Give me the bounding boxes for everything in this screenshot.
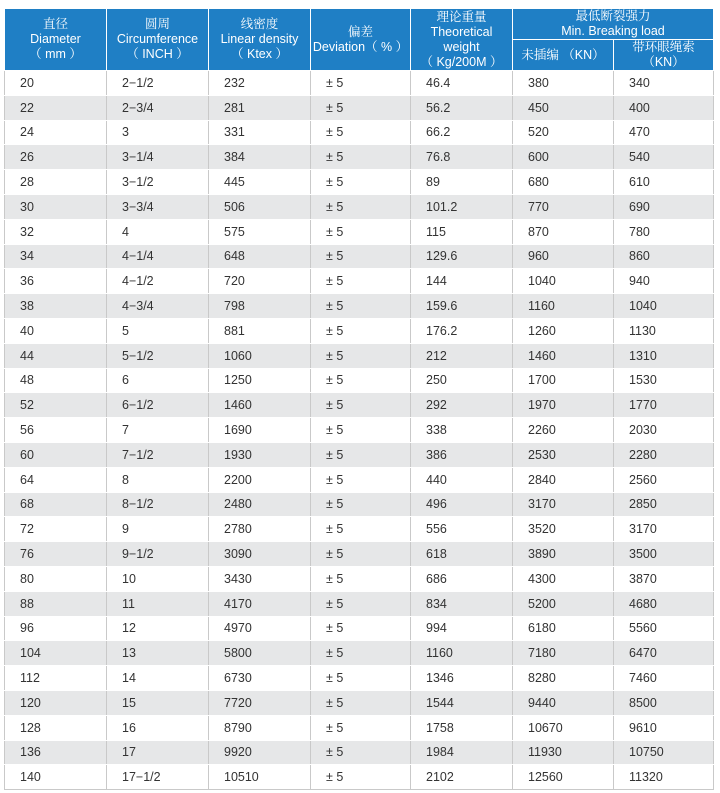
cell-theoretical-weight: 89 xyxy=(411,170,513,195)
cell-diameter: 36 xyxy=(5,269,107,294)
table-row xyxy=(5,269,714,294)
cell-unspliced-load: 770 xyxy=(513,194,614,219)
cell-circumference: 2−1/2 xyxy=(107,71,209,96)
cell-circumference: 7−1/2 xyxy=(107,442,209,467)
cell-circumference: 4 xyxy=(107,219,209,244)
cell-theoretical-weight: 1346 xyxy=(411,666,513,691)
cell-diameter: 22 xyxy=(5,95,107,120)
cell-circumference: 7 xyxy=(107,418,209,443)
cell-unspliced-load: 3520 xyxy=(513,517,614,542)
table-row xyxy=(5,95,714,120)
cell-linear-density: 1060 xyxy=(209,343,311,368)
cell-theoretical-weight: 556 xyxy=(411,517,513,542)
cell-eye-spliced-load: 2280 xyxy=(614,442,714,467)
cell-unspliced-load: 1260 xyxy=(513,318,614,343)
header-min-breaking-load: 最低断裂强力 Min. Breaking load xyxy=(513,9,714,40)
cell-linear-density: 1690 xyxy=(209,418,311,443)
cell-diameter: 64 xyxy=(5,467,107,492)
cell-deviation: ± 5 xyxy=(311,120,411,145)
cell-diameter: 28 xyxy=(5,170,107,195)
table-row xyxy=(5,616,714,641)
cell-linear-density: 575 xyxy=(209,219,311,244)
cell-eye-spliced-load: 2560 xyxy=(614,467,714,492)
table-header xyxy=(5,9,714,71)
cell-diameter: 44 xyxy=(5,343,107,368)
cell-diameter: 128 xyxy=(5,715,107,740)
cell-theoretical-weight: 834 xyxy=(411,591,513,616)
cell-circumference: 2−3/4 xyxy=(107,95,209,120)
cell-linear-density: 506 xyxy=(209,194,311,219)
cell-theoretical-weight: 618 xyxy=(411,542,513,567)
cell-eye-spliced-load: 1530 xyxy=(614,368,714,393)
cell-theoretical-weight: 686 xyxy=(411,566,513,591)
cell-circumference: 16 xyxy=(107,715,209,740)
cell-circumference: 3−1/4 xyxy=(107,145,209,170)
cell-circumference: 11 xyxy=(107,591,209,616)
cell-theoretical-weight: 56.2 xyxy=(411,95,513,120)
cell-circumference: 4−3/4 xyxy=(107,294,209,319)
cell-eye-spliced-load: 8500 xyxy=(614,690,714,715)
cell-eye-spliced-load: 3870 xyxy=(614,566,714,591)
cell-diameter: 60 xyxy=(5,442,107,467)
cell-eye-spliced-load: 7460 xyxy=(614,666,714,691)
table-row xyxy=(5,442,714,467)
header-theoretical-weight: 理论重量 Theoretical weight （ Kg/200M ） xyxy=(411,9,513,71)
cell-circumference: 9 xyxy=(107,517,209,542)
cell-linear-density: 881 xyxy=(209,318,311,343)
cell-circumference: 10 xyxy=(107,566,209,591)
cell-linear-density: 2200 xyxy=(209,467,311,492)
cell-linear-density: 4170 xyxy=(209,591,311,616)
cell-deviation: ± 5 xyxy=(311,95,411,120)
cell-linear-density: 6730 xyxy=(209,666,311,691)
cell-circumference: 17−1/2 xyxy=(107,765,209,790)
cell-deviation: ± 5 xyxy=(311,294,411,319)
table-row xyxy=(5,591,714,616)
table-row xyxy=(5,690,714,715)
cell-theoretical-weight: 212 xyxy=(411,343,513,368)
cell-unspliced-load: 5200 xyxy=(513,591,614,616)
cell-unspliced-load: 11930 xyxy=(513,740,614,765)
cell-circumference: 4−1/4 xyxy=(107,244,209,269)
table-row xyxy=(5,492,714,517)
cell-unspliced-load: 12560 xyxy=(513,765,614,790)
cell-diameter: 96 xyxy=(5,616,107,641)
cell-unspliced-load: 600 xyxy=(513,145,614,170)
cell-eye-spliced-load: 2850 xyxy=(614,492,714,517)
table-row xyxy=(5,740,714,765)
cell-deviation: ± 5 xyxy=(311,616,411,641)
cell-circumference: 4−1/2 xyxy=(107,269,209,294)
cell-theoretical-weight: 496 xyxy=(411,492,513,517)
cell-eye-spliced-load: 1040 xyxy=(614,294,714,319)
table-row xyxy=(5,244,714,269)
cell-linear-density: 10510 xyxy=(209,765,311,790)
cell-theoretical-weight: 1984 xyxy=(411,740,513,765)
table-row xyxy=(5,318,714,343)
cell-eye-spliced-load: 3170 xyxy=(614,517,714,542)
cell-theoretical-weight: 101.2 xyxy=(411,194,513,219)
cell-unspliced-load: 1970 xyxy=(513,393,614,418)
cell-deviation: ± 5 xyxy=(311,71,411,96)
cell-deviation: ± 5 xyxy=(311,492,411,517)
cell-linear-density: 9920 xyxy=(209,740,311,765)
cell-diameter: 112 xyxy=(5,666,107,691)
cell-circumference: 5 xyxy=(107,318,209,343)
cell-diameter: 20 xyxy=(5,71,107,96)
cell-linear-density: 281 xyxy=(209,95,311,120)
cell-unspliced-load: 960 xyxy=(513,244,614,269)
cell-eye-spliced-load: 11320 xyxy=(614,765,714,790)
cell-linear-density: 1460 xyxy=(209,393,311,418)
cell-eye-spliced-load: 400 xyxy=(614,95,714,120)
cell-linear-density: 2780 xyxy=(209,517,311,542)
cell-theoretical-weight: 176.2 xyxy=(411,318,513,343)
cell-eye-spliced-load: 340 xyxy=(614,71,714,96)
cell-diameter: 34 xyxy=(5,244,107,269)
cell-theoretical-weight: 386 xyxy=(411,442,513,467)
cell-deviation: ± 5 xyxy=(311,517,411,542)
cell-circumference: 3−3/4 xyxy=(107,194,209,219)
cell-linear-density: 8790 xyxy=(209,715,311,740)
cell-circumference: 8−1/2 xyxy=(107,492,209,517)
cell-eye-spliced-load: 6470 xyxy=(614,641,714,666)
cell-unspliced-load: 9440 xyxy=(513,690,614,715)
cell-diameter: 30 xyxy=(5,194,107,219)
cell-theoretical-weight: 2102 xyxy=(411,765,513,790)
cell-eye-spliced-load: 1770 xyxy=(614,393,714,418)
cell-unspliced-load: 1700 xyxy=(513,368,614,393)
cell-diameter: 88 xyxy=(5,591,107,616)
cell-unspliced-load: 4300 xyxy=(513,566,614,591)
cell-deviation: ± 5 xyxy=(311,219,411,244)
cell-theoretical-weight: 292 xyxy=(411,393,513,418)
table-row xyxy=(5,467,714,492)
cell-theoretical-weight: 440 xyxy=(411,467,513,492)
table-row xyxy=(5,765,714,790)
table-row xyxy=(5,393,714,418)
cell-diameter: 32 xyxy=(5,219,107,244)
cell-diameter: 24 xyxy=(5,120,107,145)
cell-diameter: 80 xyxy=(5,566,107,591)
table-row xyxy=(5,219,714,244)
cell-deviation: ± 5 xyxy=(311,467,411,492)
cell-circumference: 13 xyxy=(107,641,209,666)
cell-deviation: ± 5 xyxy=(311,368,411,393)
cell-linear-density: 232 xyxy=(209,71,311,96)
cell-deviation: ± 5 xyxy=(311,343,411,368)
cell-unspliced-load: 8280 xyxy=(513,666,614,691)
table-row xyxy=(5,666,714,691)
table-row xyxy=(5,294,714,319)
cell-theoretical-weight: 76.8 xyxy=(411,145,513,170)
cell-linear-density: 331 xyxy=(209,120,311,145)
cell-diameter: 38 xyxy=(5,294,107,319)
table-row xyxy=(5,418,714,443)
header-unspliced: 未插编 （KN） xyxy=(513,40,614,71)
cell-diameter: 76 xyxy=(5,542,107,567)
cell-eye-spliced-load: 10750 xyxy=(614,740,714,765)
cell-circumference: 3−1/2 xyxy=(107,170,209,195)
cell-theoretical-weight: 46.4 xyxy=(411,71,513,96)
cell-eye-spliced-load: 780 xyxy=(614,219,714,244)
header-linear-density: 线密度 Linear density （ Ktex ） xyxy=(209,9,311,71)
table-row xyxy=(5,145,714,170)
cell-unspliced-load: 1460 xyxy=(513,343,614,368)
cell-unspliced-load: 2840 xyxy=(513,467,614,492)
cell-eye-spliced-load: 3500 xyxy=(614,542,714,567)
cell-eye-spliced-load: 1130 xyxy=(614,318,714,343)
table-row xyxy=(5,71,714,96)
table-row xyxy=(5,170,714,195)
cell-diameter: 120 xyxy=(5,690,107,715)
cell-linear-density: 1250 xyxy=(209,368,311,393)
cell-diameter: 136 xyxy=(5,740,107,765)
cell-linear-density: 384 xyxy=(209,145,311,170)
cell-linear-density: 3090 xyxy=(209,542,311,567)
cell-circumference: 14 xyxy=(107,666,209,691)
cell-circumference: 9−1/2 xyxy=(107,542,209,567)
cell-deviation: ± 5 xyxy=(311,194,411,219)
cell-theoretical-weight: 1544 xyxy=(411,690,513,715)
cell-circumference: 12 xyxy=(107,616,209,641)
cell-theoretical-weight: 338 xyxy=(411,418,513,443)
cell-circumference: 3 xyxy=(107,120,209,145)
cell-unspliced-load: 3890 xyxy=(513,542,614,567)
cell-unspliced-load: 10670 xyxy=(513,715,614,740)
header-deviation: 偏差 Deviation（ % ） xyxy=(311,9,411,71)
cell-theoretical-weight: 66.2 xyxy=(411,120,513,145)
cell-deviation: ± 5 xyxy=(311,418,411,443)
cell-theoretical-weight: 159.6 xyxy=(411,294,513,319)
cell-circumference: 15 xyxy=(107,690,209,715)
cell-diameter: 48 xyxy=(5,368,107,393)
cell-deviation: ± 5 xyxy=(311,318,411,343)
cell-theoretical-weight: 144 xyxy=(411,269,513,294)
cell-deviation: ± 5 xyxy=(311,269,411,294)
cell-diameter: 140 xyxy=(5,765,107,790)
cell-deviation: ± 5 xyxy=(311,244,411,269)
table-row xyxy=(5,194,714,219)
table-row xyxy=(5,566,714,591)
cell-deviation: ± 5 xyxy=(311,591,411,616)
cell-unspliced-load: 870 xyxy=(513,219,614,244)
cell-linear-density: 3430 xyxy=(209,566,311,591)
cell-unspliced-load: 450 xyxy=(513,95,614,120)
table-row xyxy=(5,120,714,145)
cell-eye-spliced-load: 470 xyxy=(614,120,714,145)
table-row xyxy=(5,715,714,740)
cell-linear-density: 720 xyxy=(209,269,311,294)
table-row xyxy=(5,517,714,542)
cell-linear-density: 1930 xyxy=(209,442,311,467)
cell-linear-density: 798 xyxy=(209,294,311,319)
cell-diameter: 40 xyxy=(5,318,107,343)
cell-unspliced-load: 2530 xyxy=(513,442,614,467)
cell-deviation: ± 5 xyxy=(311,740,411,765)
cell-eye-spliced-load: 4680 xyxy=(614,591,714,616)
cell-deviation: ± 5 xyxy=(311,715,411,740)
spec-table-container xyxy=(4,8,713,790)
cell-unspliced-load: 7180 xyxy=(513,641,614,666)
table-row xyxy=(5,542,714,567)
cell-deviation: ± 5 xyxy=(311,393,411,418)
cell-deviation: ± 5 xyxy=(311,542,411,567)
cell-diameter: 104 xyxy=(5,641,107,666)
cell-deviation: ± 5 xyxy=(311,442,411,467)
cell-eye-spliced-load: 2030 xyxy=(614,418,714,443)
header-eye-spliced: 带环眼绳索 （KN） xyxy=(614,40,714,71)
cell-eye-spliced-load: 9610 xyxy=(614,715,714,740)
cell-eye-spliced-load: 540 xyxy=(614,145,714,170)
cell-linear-density: 648 xyxy=(209,244,311,269)
table-body xyxy=(5,71,714,790)
cell-circumference: 17 xyxy=(107,740,209,765)
cell-theoretical-weight: 1758 xyxy=(411,715,513,740)
cell-diameter: 26 xyxy=(5,145,107,170)
cell-circumference: 6−1/2 xyxy=(107,393,209,418)
cell-linear-density: 2480 xyxy=(209,492,311,517)
header-diameter: 直径 Diameter （ mm ） xyxy=(5,9,107,71)
cell-linear-density: 445 xyxy=(209,170,311,195)
cell-eye-spliced-load: 860 xyxy=(614,244,714,269)
cell-diameter: 52 xyxy=(5,393,107,418)
table-row xyxy=(5,641,714,666)
cell-linear-density: 4970 xyxy=(209,616,311,641)
cell-unspliced-load: 1160 xyxy=(513,294,614,319)
cell-deviation: ± 5 xyxy=(311,566,411,591)
cell-unspliced-load: 1040 xyxy=(513,269,614,294)
cell-unspliced-load: 6180 xyxy=(513,616,614,641)
cell-theoretical-weight: 1160 xyxy=(411,641,513,666)
header-circumference: 圆周 Circumference （ INCH ） xyxy=(107,9,209,71)
cell-theoretical-weight: 129.6 xyxy=(411,244,513,269)
cell-eye-spliced-load: 690 xyxy=(614,194,714,219)
cell-unspliced-load: 380 xyxy=(513,71,614,96)
cell-deviation: ± 5 xyxy=(311,666,411,691)
cell-theoretical-weight: 250 xyxy=(411,368,513,393)
cell-unspliced-load: 2260 xyxy=(513,418,614,443)
cell-linear-density: 7720 xyxy=(209,690,311,715)
table-row xyxy=(5,368,714,393)
rope-spec-table xyxy=(4,8,714,790)
cell-deviation: ± 5 xyxy=(311,145,411,170)
cell-eye-spliced-load: 940 xyxy=(614,269,714,294)
cell-circumference: 5−1/2 xyxy=(107,343,209,368)
cell-unspliced-load: 520 xyxy=(513,120,614,145)
cell-diameter: 68 xyxy=(5,492,107,517)
cell-circumference: 8 xyxy=(107,467,209,492)
cell-eye-spliced-load: 5560 xyxy=(614,616,714,641)
cell-diameter: 56 xyxy=(5,418,107,443)
cell-theoretical-weight: 115 xyxy=(411,219,513,244)
cell-linear-density: 5800 xyxy=(209,641,311,666)
cell-unspliced-load: 680 xyxy=(513,170,614,195)
cell-circumference: 6 xyxy=(107,368,209,393)
table-row xyxy=(5,343,714,368)
cell-unspliced-load: 3170 xyxy=(513,492,614,517)
cell-deviation: ± 5 xyxy=(311,170,411,195)
cell-theoretical-weight: 994 xyxy=(411,616,513,641)
cell-eye-spliced-load: 610 xyxy=(614,170,714,195)
cell-diameter: 72 xyxy=(5,517,107,542)
cell-deviation: ± 5 xyxy=(311,641,411,666)
cell-deviation: ± 5 xyxy=(311,765,411,790)
cell-deviation: ± 5 xyxy=(311,690,411,715)
cell-eye-spliced-load: 1310 xyxy=(614,343,714,368)
